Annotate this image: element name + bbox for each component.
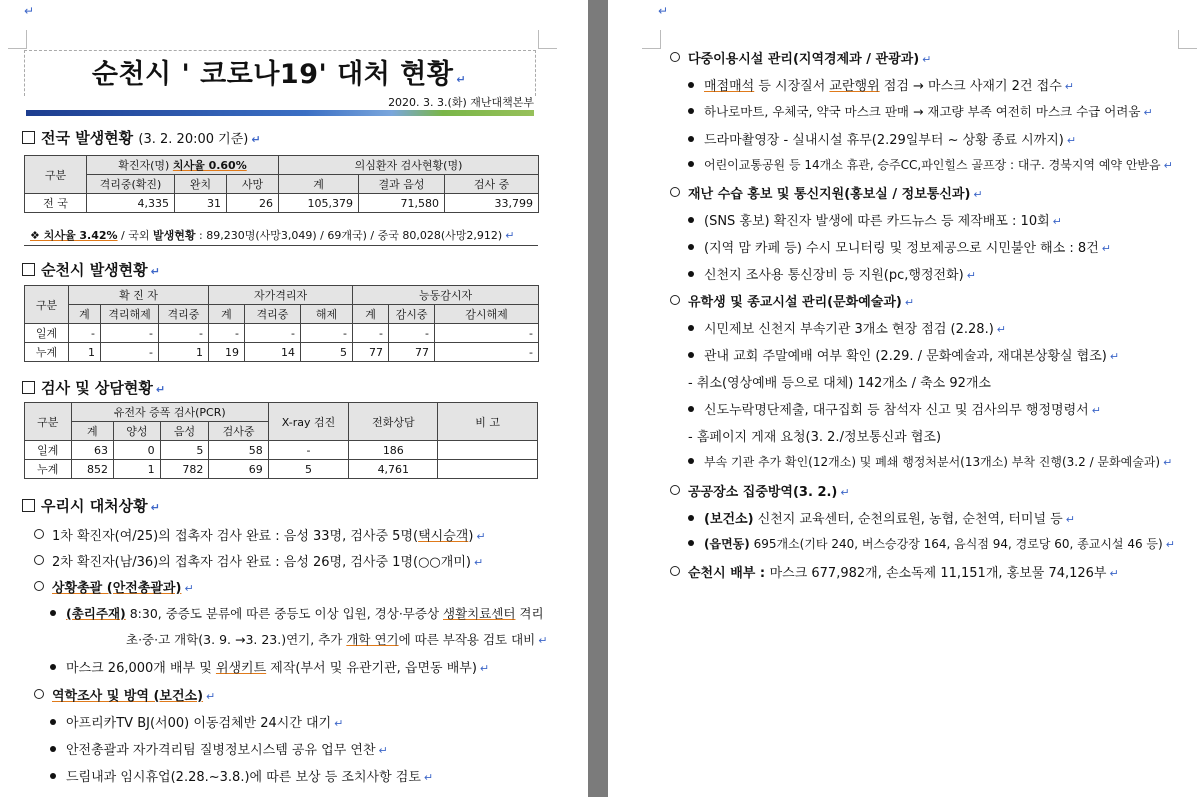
table-cell: - xyxy=(245,324,301,343)
crop-mark xyxy=(1178,30,1197,49)
circle-bullet-icon xyxy=(670,52,680,62)
bullet-item: 어린이교통공원 등 14개소 휴관, 승주CC,파인힐스 골프장 : 대구. 경북지역 예약 안받음 ↵ xyxy=(688,156,1173,173)
table-header: 결과 음성 xyxy=(359,175,445,194)
bullet-icon xyxy=(688,244,694,250)
bullet-icon xyxy=(50,719,56,725)
table-row xyxy=(25,194,539,213)
response-heading: 우리시 대처상황 ↵ xyxy=(22,495,160,516)
checkbox-icon xyxy=(22,131,35,144)
table-header: 해제 xyxy=(301,305,353,324)
bullet-item: 부속 기관 추가 확인(12개소) 및 폐쇄 행정처분서(13개소) 부착 진행(3.2 / 문화예술과) ↵ xyxy=(688,453,1172,470)
dash-item: - 홈페이지 게재 요청(3. 2./정보통신과 협조) xyxy=(688,430,942,445)
bullet-item: 신도누락명단제출, 대구집회 등 참석자 신고 및 검사의무 행정명령서 ↵ xyxy=(688,399,1101,418)
table-header: 사망 xyxy=(227,175,279,194)
table-cell: 5 xyxy=(301,343,353,362)
table-header: 검사 중 xyxy=(445,175,539,194)
title-gradient-bar xyxy=(26,110,534,116)
national-table xyxy=(24,155,539,213)
bullet-icon xyxy=(688,136,694,142)
table-cell: - xyxy=(435,324,539,343)
response-subitem: 마스크 26,000개 배부 및 위생키트 제작(부서 및 유관기관, 읍면동 배부) ↵ xyxy=(50,657,489,676)
table-cell: 852 xyxy=(71,460,113,479)
table-cell: 14 xyxy=(245,343,301,362)
table-header: 격리중 xyxy=(245,305,301,324)
response-item: 상황총괄 (안전총괄과) ↵ xyxy=(34,577,194,596)
response-subitem-continued: 초·중·고 개학(3. 9. →3. 23.)연기, 추가 개학 연기에 따른 부작용 검토 대비 ↵ xyxy=(126,632,548,647)
table-header: 구분 xyxy=(25,286,69,324)
bullet-item: 관내 교회 주말예배 여부 확인 (2.29. / 문화예술과, 재대본상황실 협조) ↵ xyxy=(688,345,1119,364)
table-cell: 4,761 xyxy=(349,460,438,479)
table-cell: 0 xyxy=(114,441,161,460)
table-cell: 4,335 xyxy=(87,194,175,213)
bullet-icon xyxy=(688,217,694,223)
table-cell: - xyxy=(301,324,353,343)
bullet-icon xyxy=(688,406,694,412)
row-label: 누계 xyxy=(25,460,72,479)
table-cell xyxy=(438,441,538,460)
table-cell xyxy=(438,460,538,479)
row-label: 전 국 xyxy=(25,194,87,213)
suncheon-table xyxy=(24,285,539,362)
row-label: 일계 xyxy=(25,324,69,343)
bullet-icon xyxy=(688,82,694,88)
table-cell: - xyxy=(101,324,159,343)
circle-bullet-icon xyxy=(34,581,44,591)
row-label: 누계 xyxy=(25,343,69,362)
checkbox-icon xyxy=(22,263,35,276)
section-heading: 다중이용시설 관리(지역경제과 / 관광과) ↵ xyxy=(670,48,931,67)
table-header: 유전자 증폭 검사(PCR) xyxy=(71,403,268,422)
dash-item: - 취소(영상예배 등으로 대체) 142개소 / 축소 92개소 xyxy=(688,376,991,391)
response-subitem: 드림내과 임시휴업(2.28.~3.8.)에 따른 보상 등 조치사항 검토 ↵ xyxy=(50,766,433,785)
table-header: 구분 xyxy=(25,156,87,194)
testing-table xyxy=(24,402,538,479)
bullet-item: (읍면동) 695개소(기타 240, 버스승강장 164, 음식점 94, 경로당 60, 종교시설 46 등) ↵ xyxy=(688,535,1175,552)
table-row xyxy=(25,343,539,362)
table-cell: 77 xyxy=(353,343,389,362)
table-cell: - xyxy=(268,441,349,460)
table-header: 비 고 xyxy=(438,403,538,441)
response-item: 2차 확진자(남/36)의 접촉자 검사 완료 : 음성 26명, 검사중 1명(○○개미) ↵ xyxy=(34,551,483,570)
circle-bullet-icon xyxy=(670,566,680,576)
table-cell: 77 xyxy=(389,343,435,362)
national-note: ❖ 치사율 3.42% / 국외 발생현황 : 89,230명(사망3,049) / 69개국) / 중국 80,028(사망2,912) ↵ xyxy=(30,229,515,242)
table-cell: 71,580 xyxy=(359,194,445,213)
table-cell: 186 xyxy=(349,441,438,460)
bullet-icon xyxy=(50,610,56,616)
bullet-icon xyxy=(688,458,694,464)
table-cell: 26 xyxy=(227,194,279,213)
table-header: X-ray 검진 xyxy=(268,403,349,441)
bullet-icon xyxy=(688,352,694,358)
bullet-item: (SNS 홍보) 확진자 발생에 따른 카드뉴스 등 제작배포 : 10회 ↵ xyxy=(688,210,1062,229)
bullet-icon xyxy=(688,161,694,167)
table-cell: 69 xyxy=(209,460,268,479)
table-header: 계 xyxy=(69,305,101,324)
table-header: 전화상담 xyxy=(349,403,438,441)
section-heading: 재난 수습 홍보 및 통신지원(홍보실 / 정보통신과) ↵ xyxy=(670,183,983,202)
table-header: 능동감시자 xyxy=(353,286,539,305)
bullet-item: (보건소) 신천지 교육센터, 순천의료원, 농협, 순천역, 터미널 등 ↵ xyxy=(688,508,1075,527)
bullet-icon xyxy=(688,108,694,114)
row-label: 일계 xyxy=(25,441,72,460)
checkbox-icon xyxy=(22,499,35,512)
table-header: 감시해제 xyxy=(435,305,539,324)
table-header: 양성 xyxy=(114,422,161,441)
paragraph-mark: ↵ xyxy=(24,4,35,18)
bullet-item: (지역 맘 카페 등) 수시 모니터링 및 정보제공으로 시민불안 해소 : 8건 ↵ xyxy=(688,237,1111,256)
bullet-icon xyxy=(688,271,694,277)
bullet-icon xyxy=(688,515,694,521)
bullet-item: 시민제보 신천지 부속기관 3개소 현장 점검 (2.28.) ↵ xyxy=(688,318,1006,337)
table-header: 격리해제 xyxy=(101,305,159,324)
bullet-item: 매점매석 등 시장질서 교란행위 점검 → 마스크 사재기 2건 접수 ↵ xyxy=(688,75,1074,94)
table-row xyxy=(25,324,539,343)
circle-bullet-icon xyxy=(670,187,680,197)
table-cell: - xyxy=(435,343,539,362)
table-header: 음성 xyxy=(160,422,209,441)
table-header: 검사중 xyxy=(209,422,268,441)
crop-mark xyxy=(538,30,557,49)
circle-bullet-icon xyxy=(670,485,680,495)
crop-mark xyxy=(642,30,661,49)
bullet-item: 드라마촬영장 - 실내시설 휴무(2.29일부터 ~ 상황 종료 시까지) ↵ xyxy=(688,129,1076,148)
table-header: 확진자(명) 치사율 0.60% xyxy=(87,156,279,175)
circle-bullet-icon xyxy=(670,295,680,305)
bullet-icon xyxy=(50,664,56,670)
table-cell: - xyxy=(159,324,209,343)
national-heading: 전국 발생현황 (3. 2. 20:00 기준) ↵ xyxy=(22,127,261,148)
table-header: 계 xyxy=(71,422,113,441)
table-header: 계 xyxy=(353,305,389,324)
section-heading: 유학생 및 종교시설 관리(문화예술과) ↵ xyxy=(670,291,914,310)
table-row xyxy=(25,441,538,460)
bullet-icon xyxy=(688,325,694,331)
table-cell: 19 xyxy=(209,343,245,362)
circle-bullet-icon xyxy=(34,529,44,539)
table-header: 격리중(확진) xyxy=(87,175,175,194)
bullet-icon xyxy=(688,540,694,546)
table-header: 계 xyxy=(279,175,359,194)
response-item: 역학조사 및 방역 (보건소) ↵ xyxy=(34,685,215,704)
table-header: 감시중 xyxy=(389,305,435,324)
response-subitem: (총리주재) 8:30, 중증도 분류에 따른 중등도 이상 입원, 경상·무증상 생활치료센터 격리 xyxy=(50,604,544,622)
table-cell: 1 xyxy=(159,343,209,362)
table-cell: 1 xyxy=(114,460,161,479)
bullet-item: 신천지 조사용 통신장비 등 지원(pc,행정전화) ↵ xyxy=(688,264,976,283)
circle-bullet-icon xyxy=(34,555,44,565)
checkbox-icon xyxy=(22,381,35,394)
table-header: 완치 xyxy=(175,175,227,194)
document-page-right xyxy=(608,0,1200,797)
dateline: 2020. 3. 3.(화) 재난대책본부 xyxy=(388,96,534,109)
table-cell: 5 xyxy=(268,460,349,479)
section-heading: 순천시 배부 : 마스크 677,982개, 손소독제 11,151개, 홍보물 74,126부 ↵ xyxy=(670,562,1119,581)
circle-bullet-icon xyxy=(34,689,44,699)
table-cell: 33,799 xyxy=(445,194,539,213)
table-cell: 31 xyxy=(175,194,227,213)
table-cell: - xyxy=(353,324,389,343)
document-page-left xyxy=(0,0,588,797)
table-row xyxy=(25,460,538,479)
table-cell: 63 xyxy=(71,441,113,460)
table-cell: - xyxy=(69,324,101,343)
response-item: 1차 확진자(여/25)의 접촉자 검사 완료 : 음성 33명, 검사중 5명(택시승객) ↵ xyxy=(34,525,486,544)
table-header: 격리중 xyxy=(159,305,209,324)
table-cell: - xyxy=(101,343,159,362)
testing-heading: 검사 및 상담현황 ↵ xyxy=(22,377,165,398)
bullet-icon xyxy=(50,746,56,752)
document-title: 순천시 ' 코로나19' 대처 현황 ↵ xyxy=(91,59,467,90)
table-cell: 105,379 xyxy=(279,194,359,213)
table-cell: 1 xyxy=(69,343,101,362)
bullet-item: 하나로마트, 우체국, 약국 마스크 판매 → 재고량 부족 여전히 마스크 수급 어려움 ↵ xyxy=(688,102,1153,120)
divider xyxy=(24,245,538,246)
page-gap xyxy=(588,0,608,797)
table-cell: - xyxy=(389,324,435,343)
table-cell: 5 xyxy=(160,441,209,460)
table-header: 의심환자 검사현황(명) xyxy=(279,156,539,175)
table-header: 자가격리자 xyxy=(209,286,353,305)
section-heading: 공공장소 집중방역(3. 2.) ↵ xyxy=(670,481,850,500)
crop-mark xyxy=(8,30,27,49)
paragraph-mark: ↵ xyxy=(658,4,669,18)
table-header: 확 진 자 xyxy=(69,286,209,305)
table-cell: 782 xyxy=(160,460,209,479)
response-subitem: 안전총괄과 자가격리팀 질병정보시스템 공유 업무 연찬 ↵ xyxy=(50,739,388,758)
bullet-icon xyxy=(50,773,56,779)
table-header: 계 xyxy=(209,305,245,324)
table-header: 구분 xyxy=(25,403,72,441)
table-cell: 58 xyxy=(209,441,268,460)
table-cell: - xyxy=(209,324,245,343)
response-subitem: 아프리카TV BJ(서00) 이동검체반 24시간 대기 ↵ xyxy=(50,712,343,731)
suncheon-heading: 순천시 발생현황 ↵ xyxy=(22,259,160,280)
